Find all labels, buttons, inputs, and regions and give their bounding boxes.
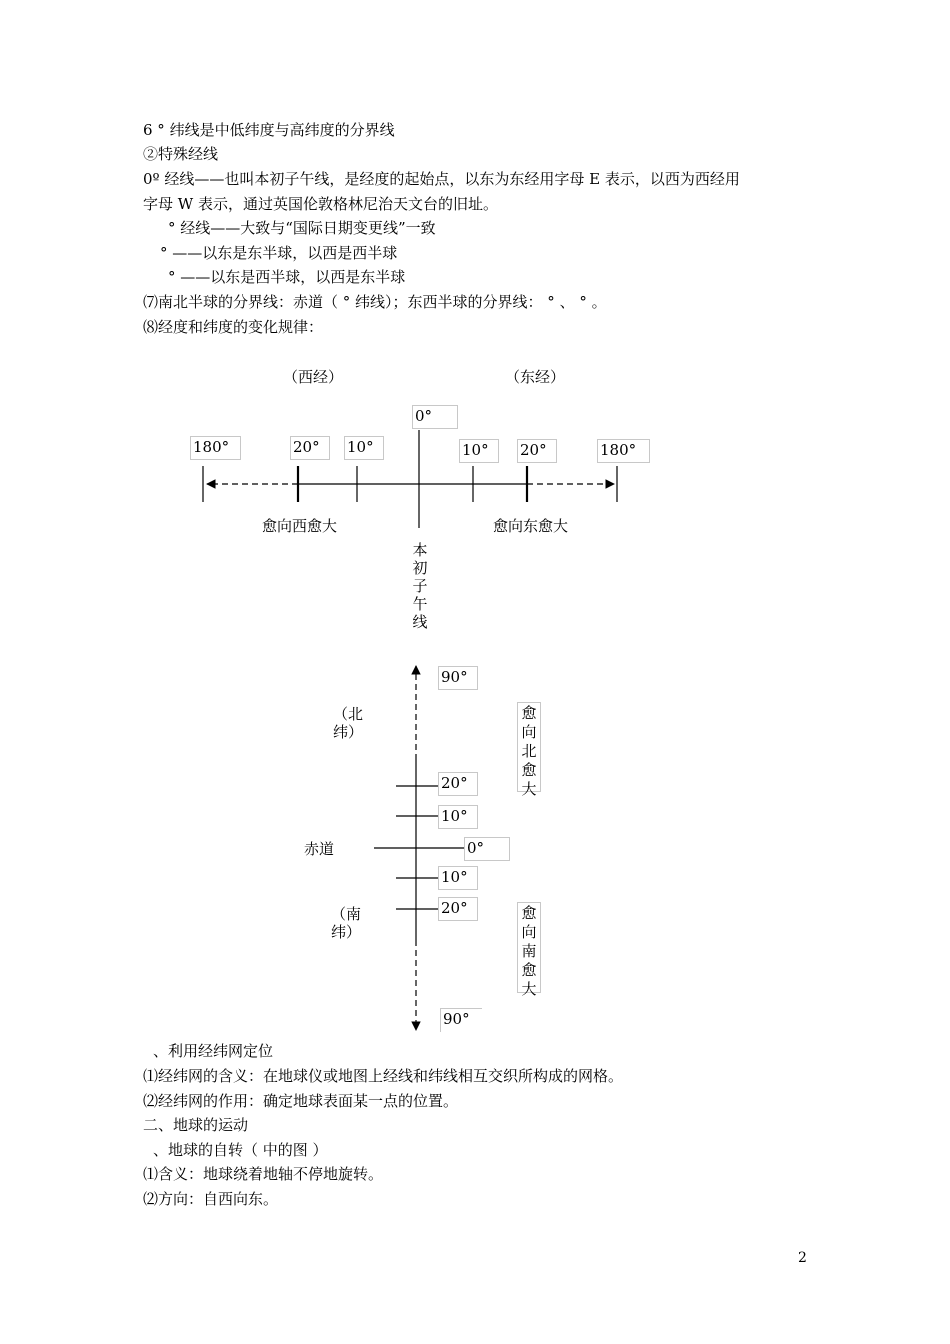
text-line: 、地球的自转（ 中的图 ）: [153, 1141, 328, 1159]
label-equator-0: 0°: [464, 837, 510, 861]
label-w10: 10°: [344, 436, 384, 460]
text-line: ⑻经度和纬度的变化规律：: [143, 318, 324, 336]
label-w180: 180°: [190, 436, 241, 460]
equator-label: 赤道: [304, 840, 335, 858]
west-increase-note: 愈向西愈大: [262, 517, 338, 535]
label-n90: 90°: [438, 666, 478, 690]
label-e10: 10°: [459, 439, 499, 463]
text-line: 二、地球的运动: [143, 1116, 249, 1134]
label-n20: 20°: [438, 772, 478, 796]
label-e180: 180°: [597, 439, 650, 463]
text-line: 6 ° 纬线是中低纬度与高纬度的分界线: [143, 121, 395, 139]
north-latitude-label: （北纬）: [333, 705, 364, 741]
label-e20: 20°: [517, 439, 557, 463]
text-line: ⑴含义：地球绕着地轴不停地旋转。: [143, 1165, 384, 1183]
label-s20: 20°: [438, 897, 478, 921]
south-increase-note: 愈向南愈大: [517, 902, 541, 993]
east-longitude-label: （东经）: [505, 368, 566, 386]
prime-meridian-label: 本初子午线: [412, 541, 428, 631]
text-line: ° ——以东是东半球，以西是西半球: [160, 244, 398, 262]
east-increase-note: 愈向东愈大: [493, 517, 569, 535]
label-s10: 10°: [438, 866, 478, 890]
text-line: ⑵方向：自西向东。: [143, 1190, 279, 1208]
label-n10: 10°: [438, 805, 478, 829]
north-increase-note: 愈向北愈大: [517, 702, 541, 792]
text-line: 0º 经线——也叫本初子午线，是经度的起始点，以东为东经用字母 E 表示，以西为西经用: [143, 170, 740, 188]
label-s90: 90°: [440, 1008, 482, 1032]
south-latitude-label: （南纬）: [331, 905, 362, 941]
west-longitude-label: （西经）: [283, 368, 344, 386]
label-w20: 20°: [290, 436, 330, 460]
text-line: ⑺南北半球的分界线：赤道（ ° 纬线）；东西半球的分界线： ° 、 ° 。: [143, 293, 607, 311]
text-line: ②特殊经线: [143, 145, 219, 163]
text-line: ° ——以东是西半球，以西是东半球: [168, 268, 406, 286]
text-line: ⑴经纬网的含义：在地球仪或地图上经线和纬线相互交织所构成的网格。: [143, 1067, 624, 1085]
text-line: 、利用经纬网定位: [153, 1042, 274, 1060]
label-0-deg: 0°: [412, 405, 458, 429]
text-line: ° 经线——大致与“国际日期变更线”一致: [168, 219, 436, 237]
text-line: ⑵经纬网的作用：确定地球表面某一点的位置。: [143, 1092, 459, 1110]
page-number: 2: [798, 1250, 807, 1266]
text-line: 字母 W 表示，通过英国伦敦格林尼治天文台的旧址。: [143, 195, 498, 213]
